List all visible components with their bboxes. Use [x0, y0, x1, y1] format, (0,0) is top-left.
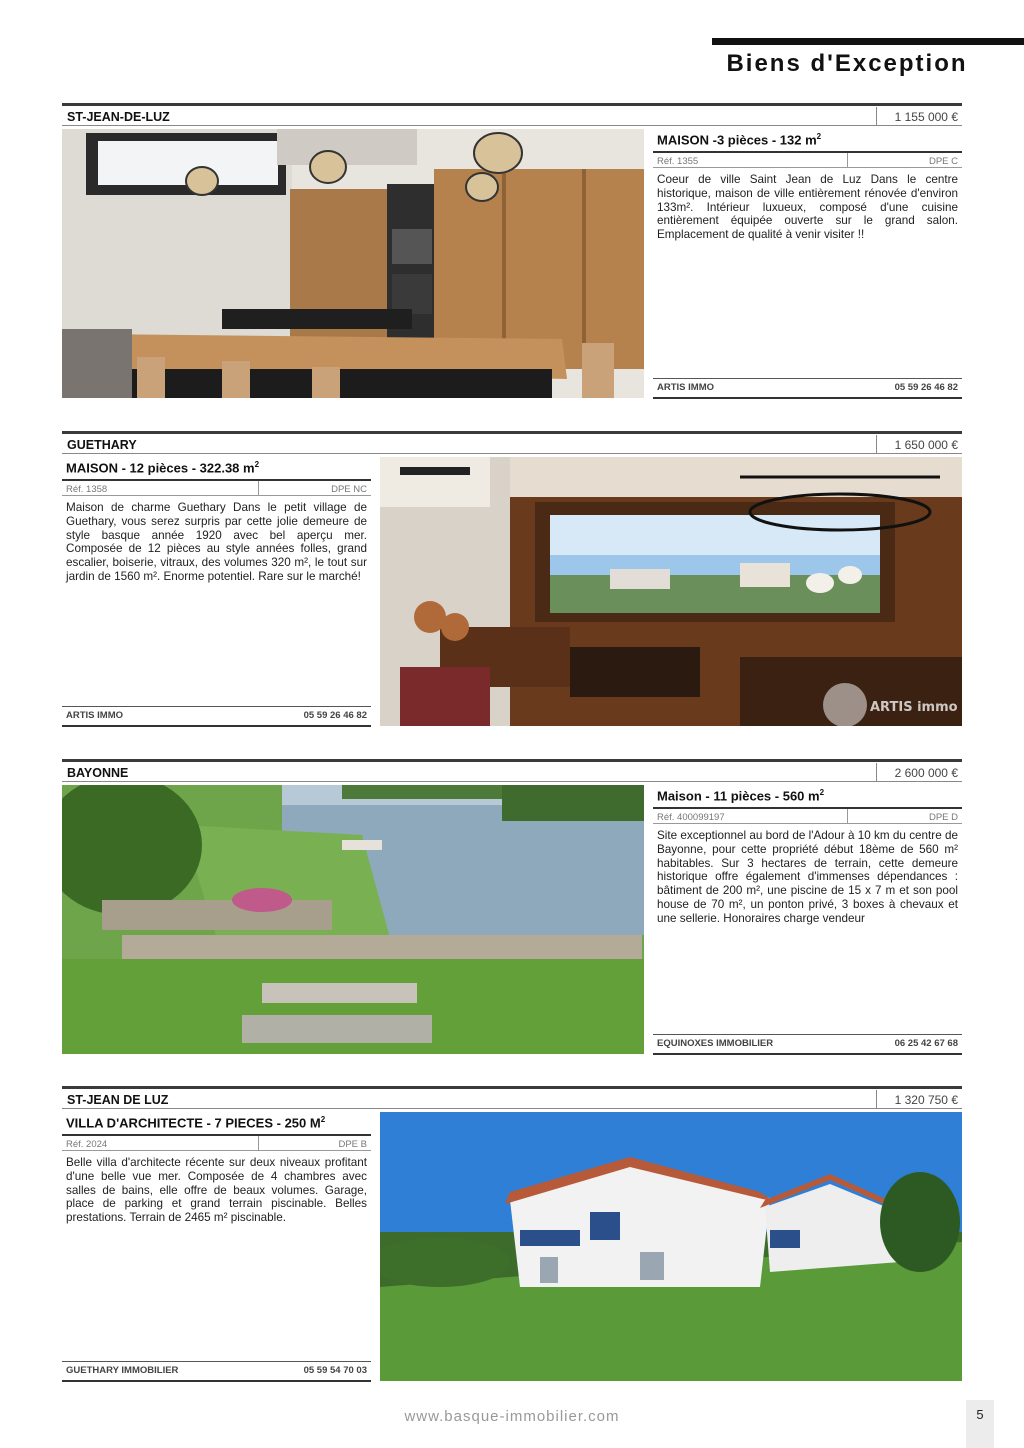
- listing-phone[interactable]: 06 25 42 67 68: [894, 1038, 958, 1049]
- header-bar: [712, 38, 1024, 45]
- listing-city: ST-JEAN DE LUZ: [67, 1093, 169, 1107]
- listing-title: Maison - 11 pièces - 560 $m^2$: [657, 788, 825, 804]
- listing-card: [62, 103, 962, 403]
- listing-price: 1 320 750 €: [876, 1090, 962, 1108]
- listing-ref: Réf. 400099197: [657, 812, 725, 823]
- listing-agency: ARTIS IMMO: [66, 710, 123, 721]
- footer-website-link[interactable]: www.basque-immobilier.com: [404, 1408, 620, 1425]
- page-number: 5: [976, 1407, 984, 1422]
- listing-agency: GUETHARY IMMOBILIER: [66, 1365, 179, 1376]
- listing-price: 1 155 000 €: [876, 107, 962, 125]
- listing-phone[interactable]: 05 59 26 46 82: [303, 710, 367, 721]
- listing-card: [62, 431, 962, 731]
- brand-title: Biens d'Exception: [726, 50, 968, 77]
- listing-dpe: DPE C: [928, 156, 958, 167]
- listing-ref: Réf. 1358: [66, 484, 108, 495]
- listing-dpe: DPE NC: [331, 484, 367, 495]
- listing-photo-kitchen[interactable]: [62, 129, 644, 398]
- listing-price: 2 600 000 €: [876, 763, 962, 781]
- listing-city: ST-JEAN-DE-LUZ: [67, 110, 170, 124]
- listing-description: Site exceptionnel au bord de l'Adour à 10 km du centre de Bayonne, pour cette propriété début 18ème de 560 m² habitables. Sur 3 hectares de terrain, cette demeure historique offre également d'immenses dépendances : bâtiment de 200 m², une piscine de 15 x 7 m et son pool house de 70 m², un ponton privé, 3 boxes à chevaux et une sellerie. Honoraires charge vendeur: [657, 829, 958, 925]
- listing-phone[interactable]: 05 59 54 70 03: [303, 1365, 367, 1376]
- listing-dpe: DPE D: [928, 812, 958, 823]
- listing-city: BAYONNE: [67, 766, 129, 780]
- listing-info: [62, 457, 371, 726]
- photo-watermark: ARTIS immo: [870, 700, 958, 715]
- listing-card: [62, 759, 962, 1059]
- listing-city: GUETHARY: [67, 438, 137, 452]
- listing-phone[interactable]: 05 59 26 46 82: [894, 382, 958, 393]
- listing-description: Belle villa d'architecte récente sur deux niveaux profitant d'une belle vue mer. Composée de 4 chambres avec salles de bains, elle offre de beaux volumes. Garage, place de parking et grand terrain piscinable. Belles prestations. Terrain de 2465 m² piscinable.: [66, 1156, 367, 1225]
- listing-photo-dining-room[interactable]: [380, 457, 962, 726]
- listing-agency: ARTIS IMMO: [657, 382, 714, 393]
- listing-agency: EQUINOXES IMMOBILIER: [657, 1038, 774, 1049]
- listing-description: Coeur de ville Saint Jean de Luz Dans le centre historique, maison de ville entièrement rénovée d'environ 133m². Intérieur luxueux, composé d'une cuisine entièrement équipée ouverte sur le grand salon. Emplacement de qualité à venir visiter !!: [657, 173, 958, 242]
- listing-price: 1 650 000 €: [876, 435, 962, 453]
- listing-photo-riverside-garden[interactable]: [62, 785, 644, 1054]
- listing-title: MAISON -3 pièces - 132 $m^2$: [657, 132, 822, 148]
- listing-ref: Réf. 2024: [66, 1139, 108, 1150]
- listing-info: [62, 1112, 371, 1381]
- listing-title: MAISON - 12 pièces - 322.38 $m^2$: [66, 460, 260, 476]
- listing-card: [62, 1086, 962, 1386]
- listing-dpe: DPE B: [338, 1139, 367, 1150]
- listing-photo-villa-exterior[interactable]: [380, 1112, 962, 1381]
- listing-info: [653, 785, 962, 1054]
- listing-info: [653, 129, 962, 398]
- listing-title: VILLA D'ARCHITECTE - 7 PIECES - 250 $M^2$: [66, 1115, 326, 1131]
- listing-description: Maison de charme Guethary Dans le petit village de Guethary, vous serez surpris par cette jolie demeure de style basque année 1920 avec bel aperçu mer. Composée de 12 pièces au style années folles, grand escalier, boiserie, vitraux, des volumes 320 m², le tout sur jardin de 1560 m². Enorme potentiel. Rare sur le marché!: [66, 501, 367, 583]
- listing-ref: Réf. 1355: [657, 156, 699, 167]
